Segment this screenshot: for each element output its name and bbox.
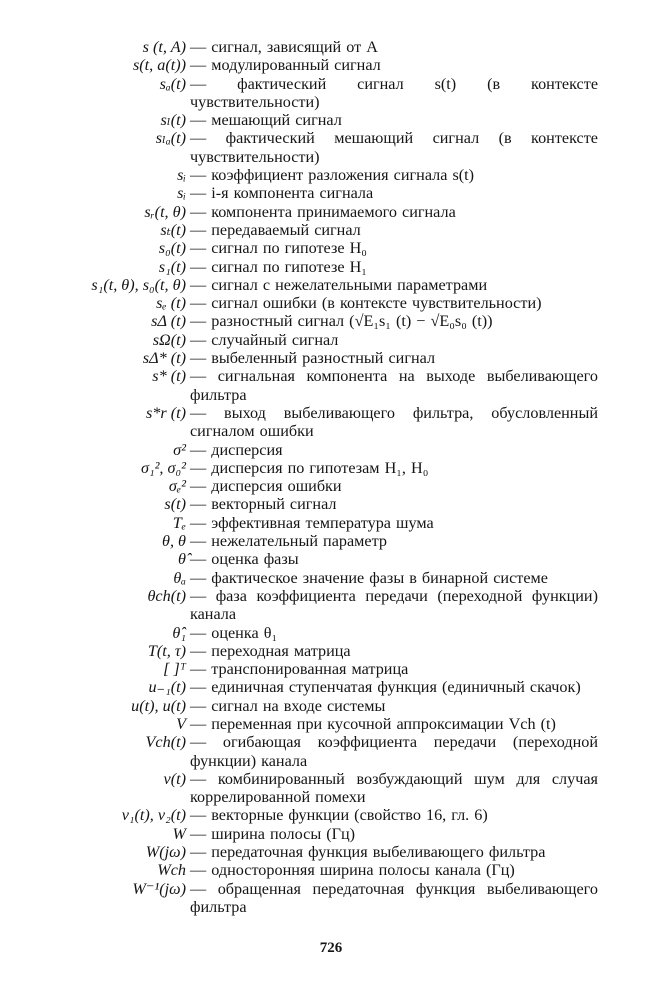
entry-definition: — случайный сигнал [190, 330, 339, 349]
entry-definition: — векторные функции (свойство 16, гл. 6) [190, 806, 488, 825]
entry-definition: — сигнальная компонента на выходе выбеливающего фильтра [190, 367, 598, 404]
glossary-entry [0, 111, 662, 129]
glossary-entry [0, 129, 662, 166]
entry-symbol: Wch [157, 861, 186, 880]
entry-symbol: θ, θ [162, 532, 186, 551]
glossary-entry [0, 733, 662, 770]
glossary-entry [0, 459, 662, 477]
entry-symbol: s*r (t) [145, 403, 186, 422]
glossary-entry [0, 404, 662, 441]
entry-definition: — переходная матрица [190, 641, 351, 660]
entry-symbol: θ̂₁ [172, 623, 186, 642]
entry-symbol: sΔ* (t) [142, 349, 186, 368]
entry-symbol: sₑ (t) [156, 294, 186, 313]
glossary-entry [0, 38, 662, 56]
entry-definition: — комбинированный возбуждающий шум для случая коррелированной помехи [190, 769, 598, 807]
glossary-entry [0, 770, 662, 807]
glossary-entry [0, 184, 662, 202]
entry-symbol: Vch(t) [145, 733, 186, 752]
entry-symbol: V [176, 714, 186, 733]
entry-definition: — огибающая коэффициента передачи (переходной функции) канала [190, 733, 598, 770]
entry-definition: — дисперсия ошибки [190, 477, 342, 496]
glossary-entry [0, 660, 662, 678]
entry-definition: — обращенная передаточная функция выбеливающего фильтра [190, 879, 598, 916]
glossary-entry [0, 203, 662, 221]
entry-definition: — дисперсия [190, 440, 283, 459]
entry-definition: — фактический сигнал s(t) (в контексте чувствительности) [190, 74, 598, 111]
entry-definition: — фактический мешающий сигнал (в контексте чувствительности) [190, 129, 598, 166]
entry-definition: — компонента принимаемого сигнала [190, 202, 456, 221]
entry-symbol: s₁(t) [158, 257, 186, 276]
glossary-entry [0, 312, 662, 330]
glossary-entry [0, 258, 662, 276]
entry-definition: — мешающий сигнал [190, 111, 342, 130]
entry-symbol: v(t) [163, 769, 186, 788]
entry-definition: — оценка θ₁ [190, 623, 278, 642]
glossary-entry [0, 367, 662, 404]
entry-symbol: sₜ(t) [160, 220, 186, 239]
glossary-entry [0, 221, 662, 239]
entry-definition: — односторонняя ширина полосы канала (Гц) [190, 861, 515, 880]
glossary-entry [0, 697, 662, 715]
glossary-entry [0, 514, 662, 532]
entry-symbol: s* (t) [152, 367, 186, 386]
entry-definition: — сигнал ошибки (в контексте чувствительности) [190, 294, 542, 313]
entry-definition: — передаваемый сигнал [190, 220, 361, 239]
entry-definition: — ширина полосы (Гц) [190, 824, 356, 843]
entry-symbol: W [172, 824, 186, 843]
entry-symbol: sᵢ [177, 184, 186, 203]
entry-definition: — передаточная функция выбеливающего фильтра [190, 843, 546, 862]
entry-definition: — сигнал на входе системы [190, 696, 386, 715]
glossary-entry [0, 806, 662, 824]
glossary-entry [0, 642, 662, 660]
entry-definition: — дисперсия по гипотезам H₁, H₀ [190, 458, 429, 477]
glossary-entry [0, 294, 662, 312]
entry-symbol: s(t, a(t)) [132, 56, 186, 75]
glossary-entry [0, 624, 662, 642]
glossary-entry [0, 166, 662, 184]
entry-symbol: sΔ (t) [151, 312, 186, 331]
entry-symbol: W(jω) [145, 843, 186, 862]
entry-symbol: s₁(t, θ), s₀(t, θ) [91, 275, 186, 294]
glossary-entry [0, 678, 662, 696]
entry-symbol: θ̂ [178, 550, 186, 569]
glossary-entry [0, 75, 662, 112]
glossary-entry [0, 495, 662, 513]
entry-definition: — сигнал с нежелательными параметрами [190, 275, 488, 294]
glossary-entry [0, 56, 662, 74]
entry-definition: — сигнал, зависящий от A [190, 38, 378, 56]
entry-symbol: Tₑ [172, 513, 186, 532]
glossary-entry [0, 276, 662, 294]
entry-definition: — модулированный сигнал [190, 56, 381, 75]
entry-definition: — переменная при кусочной аппроксимации Vch (t) [190, 714, 556, 733]
glossary-entry [0, 843, 662, 861]
entry-symbol: sᵣ(t, θ) [144, 202, 186, 221]
entry-definition: — векторный сигнал [190, 495, 337, 514]
glossary-entry [0, 477, 662, 495]
glossary-entry [0, 715, 662, 733]
entry-definition: — i-я компонента сигнала [190, 184, 374, 203]
entry-symbol: s₀(t) [158, 239, 186, 258]
entry-symbol: σₑ² [168, 477, 186, 496]
entry-definition: — единичная ступенчатая функция (единичный скачок) [190, 678, 581, 697]
entry-symbol: u(t), u(t) [131, 696, 186, 715]
entry-definition: — нежелательный параметр [190, 532, 387, 551]
entry-symbol: u₋₁(t) [148, 678, 186, 697]
glossary-entry [0, 880, 662, 917]
glossary-entry [0, 825, 662, 843]
entry-symbol: sΩ(t) [152, 330, 186, 349]
entry-symbol: W⁻¹(jω) [132, 879, 186, 898]
page-number: 726 [319, 940, 343, 956]
entry-definition: — коэффициент разложения сигнала s(t) [190, 166, 475, 185]
entry-symbol: sᵢ [177, 166, 186, 185]
glossary-list [0, 38, 662, 916]
entry-symbol: sₐ(t) [159, 74, 186, 93]
entry-definition: — сигнал по гипотезе H₀ [190, 239, 367, 258]
glossary-entry [0, 550, 662, 568]
entry-symbol: θch(t) [147, 586, 186, 605]
glossary-entry [0, 587, 662, 624]
entry-symbol: σ² [173, 440, 186, 459]
entry-definition: — транспонированная матрица [190, 660, 409, 679]
entry-definition: — выход выбеливающего фильтра, обусловленный сигналом ошибки [190, 403, 598, 441]
glossary-entry [0, 861, 662, 879]
glossary-entry [0, 441, 662, 459]
entry-symbol: s (t, A) [142, 38, 186, 56]
entry-definition: — разностный сигнал (√E₁s₁ (t) − √E₀s₀ (t)) [190, 312, 493, 331]
entry-definition: — выбеленный разностный сигнал [190, 349, 436, 368]
entry-symbol: T(t, τ) [147, 641, 186, 660]
entry-symbol: s(t) [164, 495, 186, 514]
entry-symbol: sₗₐ(t) [155, 129, 186, 148]
entry-symbol: θₐ [173, 568, 186, 587]
entry-symbol: v₁(t), v₂(t) [121, 806, 186, 825]
entry-definition: — оценка фазы [190, 550, 299, 569]
entry-symbol: sₗ(t) [160, 111, 186, 130]
entry-definition: — фаза коэффициента передачи (переходной функции) канала [190, 586, 598, 624]
entry-definition: — сигнал по гипотезе H₁ [190, 257, 367, 276]
glossary-entry [0, 331, 662, 349]
entry-symbol: σ₁², σ₀² [140, 458, 186, 477]
glossary-entry [0, 569, 662, 587]
glossary-entry [0, 239, 662, 257]
entry-definition: — фактическое значение фазы в бинарной системе [190, 568, 548, 587]
glossary-entry [0, 349, 662, 367]
glossary-entry [0, 532, 662, 550]
entry-symbol: [ ]ᵀ [163, 660, 186, 679]
entry-definition: — эффективная температура шума [190, 513, 434, 532]
